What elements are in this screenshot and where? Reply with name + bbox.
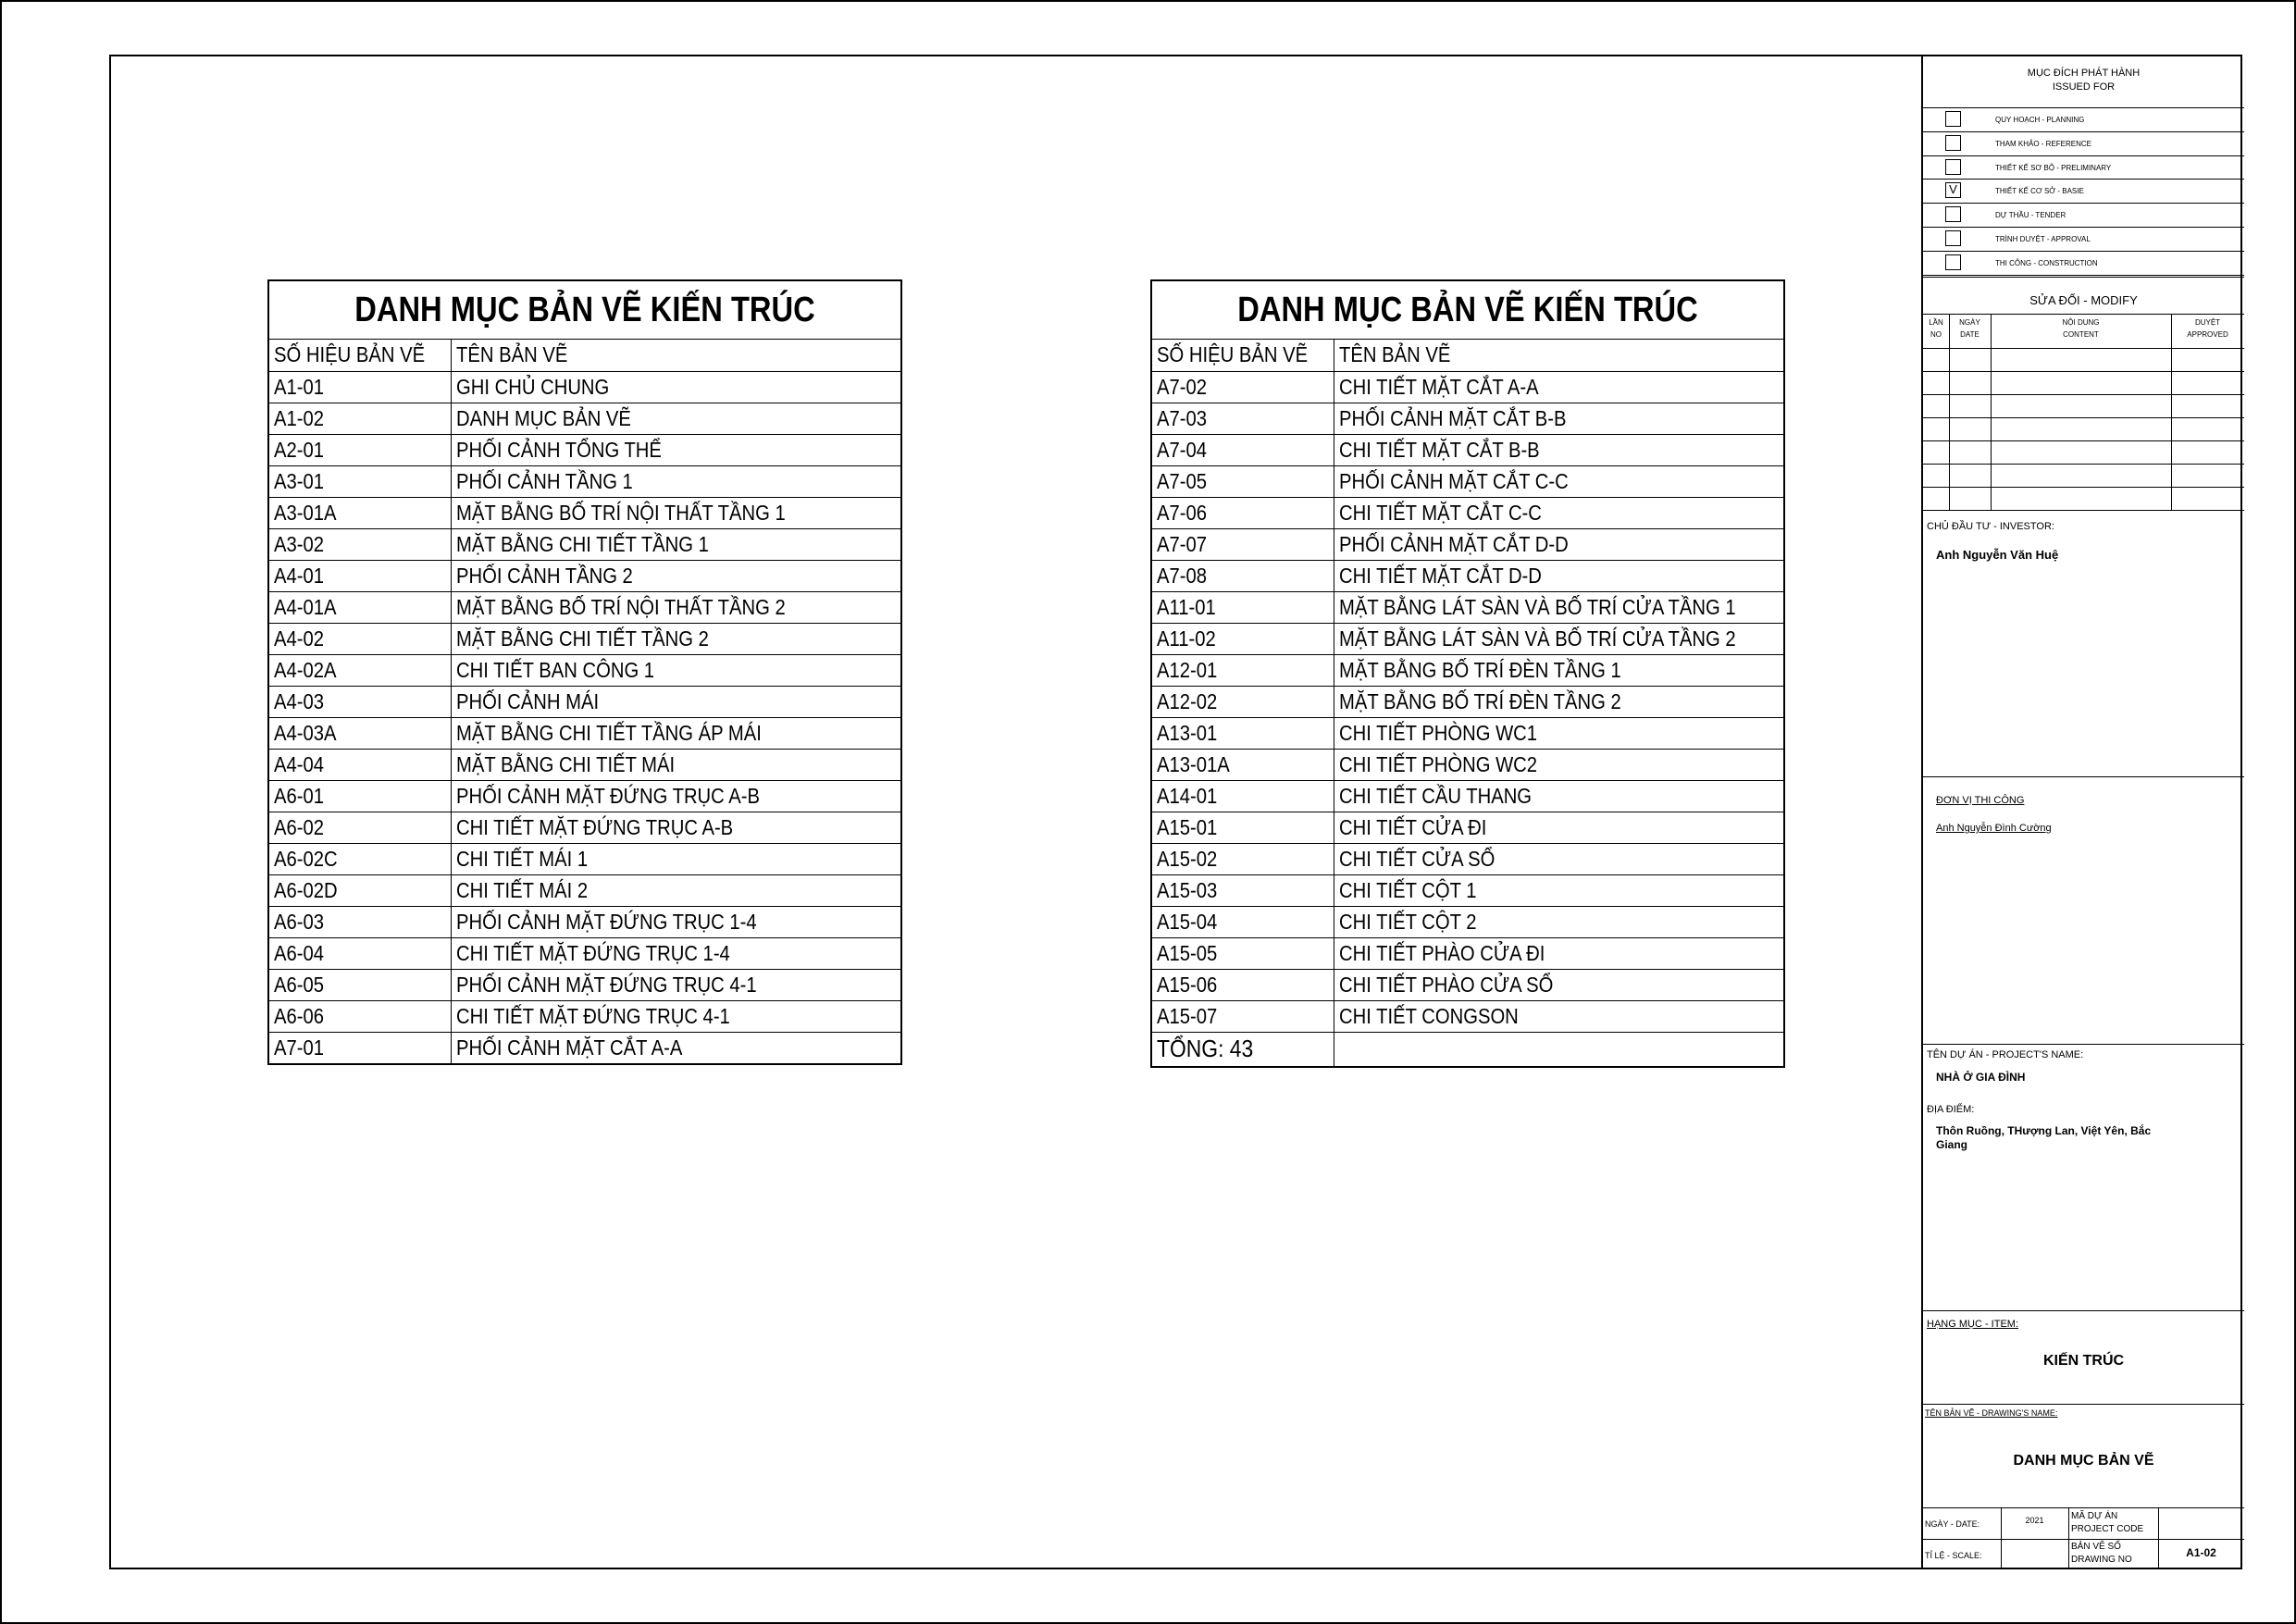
drawing-number: A15-01 <box>1157 814 1218 839</box>
drawing-number: A3-01A <box>274 500 337 525</box>
table-row <box>1152 686 1783 717</box>
drawing-name: MẶT BẰNG CHI TIẾT TẦNG 2 <box>455 626 709 651</box>
table-row <box>1152 371 1783 403</box>
drawing-name: PHỐI CẢNH MẶT ĐỨNG TRỤC A-B <box>455 783 760 808</box>
table-row <box>1152 403 1783 434</box>
project-label: TÊN DỰ ÁN - PROJECT'S NAME: <box>1927 1049 2084 1060</box>
drawing-number: A6-01 <box>274 783 325 808</box>
drawing-name: CHI TIẾT CỬA ĐI <box>1338 814 1486 839</box>
modify-title: SỬA ĐỔI - MODIFY <box>2029 293 2138 307</box>
purpose-label: QUY HOẠCH - PLANNING <box>1995 116 2085 124</box>
table-row <box>1152 874 1783 906</box>
table-row <box>269 465 900 497</box>
drawing-name: CHI TIẾT MẶT CẮT B-B <box>1338 437 1540 462</box>
drawing-number: A7-06 <box>1157 500 1208 525</box>
drawing-number: A6-05 <box>274 972 325 997</box>
total-count: TỔNG: 43 <box>1157 1035 1254 1063</box>
project-name: NHÀ Ở GIA ĐÌNH <box>1936 1071 2026 1084</box>
drawing-name: MẶT BẰNG BỐ TRÍ NỘI THẤT TẦNG 2 <box>455 594 786 619</box>
drawing-number: A15-06 <box>1157 972 1218 997</box>
drawing-number: A11-01 <box>1157 594 1216 619</box>
drawing-name: PHỐI CẢNH MẶT CẮT C-C <box>1338 468 1569 493</box>
drawing-number: A4-01A <box>274 594 337 619</box>
table-row <box>269 874 900 906</box>
location-line-2: Giang <box>1936 1138 1968 1151</box>
purpose-checkbox[interactable] <box>1945 254 1961 270</box>
header-drawing-number: SỐ HIỆU BẢN VẼ <box>1157 342 1309 367</box>
purpose-checkbox[interactable] <box>1945 206 1961 222</box>
table-row <box>269 560 900 591</box>
drawing-list-left <box>267 279 902 1065</box>
drawing-name-value: DANH MỤC BẢN VẼ <box>2013 1453 2154 1469</box>
drawing-number: A7-05 <box>1157 468 1208 493</box>
table-row <box>1152 465 1783 497</box>
purpose-label: THI CÔNG - CONSTRUCTION <box>1995 258 2098 267</box>
drawing-list-table <box>269 340 900 1063</box>
drawing-name: CHI TIẾT MÁI 2 <box>455 877 588 902</box>
purpose-divider <box>1923 179 2244 180</box>
drawing-name: CHI TIẾT PHÀO CỬA SỔ <box>1338 972 1553 997</box>
drawing-no-label: BẢN VẼ SỐ <box>2071 1542 2121 1552</box>
purpose-checkbox[interactable] <box>1945 159 1961 175</box>
drawing-number: A12-02 <box>1157 688 1218 713</box>
drawing-number: A15-07 <box>1157 1003 1218 1028</box>
col-approved-en: APPROVED <box>2187 330 2228 339</box>
title-block <box>1921 55 2242 1569</box>
drawing-number: A6-02C <box>274 846 338 871</box>
table-row <box>269 497 900 528</box>
drawing-number: A7-02 <box>1157 374 1208 399</box>
drawing-number: A13-01 <box>1157 720 1218 745</box>
drawing-number: A6-03 <box>274 909 325 934</box>
drawing-number: A14-01 <box>1157 783 1218 808</box>
col-content: NỘI DUNG <box>2062 318 2100 327</box>
drawing-name: CHI TIẾT MẶT ĐỨNG TRỤC A-B <box>455 814 733 839</box>
table-row <box>269 843 900 874</box>
purpose-divider <box>1923 227 2244 228</box>
drawing-number: A7-01 <box>274 1035 325 1060</box>
drawing-number: A4-04 <box>274 751 325 776</box>
table-row <box>269 403 900 434</box>
table-row <box>1152 497 1783 528</box>
drawing-name: CHI TIẾT BAN CÔNG 1 <box>455 657 654 682</box>
table-row <box>269 654 900 686</box>
scale-label: TỈ LỆ - SCALE: <box>1925 1551 1982 1560</box>
drawing-number: A6-06 <box>274 1003 325 1028</box>
modify-table <box>1923 314 2244 511</box>
total-row <box>1152 1032 1783 1066</box>
drawing-name: MẶT BẰNG BỐ TRÍ ĐÈN TẦNG 1 <box>1338 657 1621 682</box>
list-title: DANH MỤC BẢN VẼ KIẾN TRÚC <box>1237 290 1698 329</box>
drawing-number: A4-02 <box>274 626 325 651</box>
header-drawing-name: TÊN BẢN VẼ <box>455 342 567 367</box>
table-row <box>1152 906 1783 937</box>
drawing-name: PHỐI CẢNH TẦNG 1 <box>455 468 633 493</box>
table-row <box>269 371 900 403</box>
drawing-number: A13-01A <box>1157 751 1230 776</box>
drawing-name: CHI TIẾT CONGSON <box>1338 1003 1519 1028</box>
purpose-divider <box>1923 275 2244 276</box>
purpose-divider <box>1923 131 2244 132</box>
drawing-number: A4-02A <box>274 657 337 682</box>
drawing-name: CHI TIẾT CỘT 2 <box>1338 909 1476 934</box>
issued-for-title-vn: MỤC ĐÍCH PHÁT HÀNH <box>2027 68 2141 79</box>
drawing-name: CHI TIẾT MẶT CẮT C-C <box>1338 500 1542 525</box>
list-title: DANH MỤC BẢN VẼ KIẾN TRÚC <box>354 290 815 329</box>
contractor-label: ĐƠN VỊ THI CÔNG <box>1936 795 2025 806</box>
drawing-number: A3-01 <box>274 468 325 493</box>
drawing-name: CHI TIẾT MÁI 1 <box>455 846 588 871</box>
drawing-name: PHỐI CẢNH MẶT CẮT B-B <box>1338 405 1567 430</box>
drawing-number: A6-02 <box>274 814 325 839</box>
table-row <box>1152 1000 1783 1032</box>
table-row <box>1152 812 1783 843</box>
table-row <box>269 780 900 812</box>
purpose-checkbox[interactable] <box>1945 135 1961 151</box>
drawing-number: A4-03 <box>274 688 325 713</box>
table-row <box>1152 937 1783 969</box>
table-row <box>1152 591 1783 623</box>
table-row <box>269 717 900 749</box>
table-row <box>269 937 900 969</box>
drawing-number: A12-01 <box>1157 657 1218 682</box>
drawing-name: MẶT BẰNG BỐ TRÍ NỘI THẤT TẦNG 1 <box>455 500 786 525</box>
drawing-number: A4-01 <box>274 563 325 588</box>
header-drawing-number: SỐ HIỆU BẢN VẼ <box>274 342 426 367</box>
table-row <box>1152 717 1783 749</box>
drawing-number: A3-02 <box>274 531 325 556</box>
drawing-name: CHI TIẾT PHÒNG WC2 <box>1338 751 1537 776</box>
table-row <box>269 812 900 843</box>
location-line-1: Thôn Ruồng, THượng Lan, Việt Yên, Bắc <box>1936 1124 2152 1137</box>
drawing-name: PHỐI CẢNH TỔNG THỂ <box>455 437 662 462</box>
purpose-label: THIẾT KẾ SƠ BỘ - PRELIMINARY <box>1995 163 2112 172</box>
drawing-number: A7-04 <box>1157 437 1208 462</box>
drawing-name: CHI TIẾT MẶT ĐỨNG TRỤC 1-4 <box>455 940 730 965</box>
drawing-number: A6-04 <box>274 940 325 965</box>
drawing-number: A6-02D <box>274 877 338 902</box>
table-row <box>1152 654 1783 686</box>
item-label: HẠNG MỤC - ITEM: <box>1927 1319 2018 1330</box>
item-value: KIẾN TRÚC <box>2042 1353 2125 1369</box>
drawing-number: A1-02 <box>274 405 325 430</box>
contractor-name: Anh Nguyễn Đình Cường <box>1936 823 2052 834</box>
purpose-checkbox[interactable] <box>1945 111 1961 127</box>
table-row <box>1152 560 1783 591</box>
drawing-name: PHỐI CẢNH MẶT ĐỨNG TRỤC 4-1 <box>455 972 757 997</box>
table-row <box>1152 780 1783 812</box>
drawing-number: A15-04 <box>1157 909 1218 934</box>
drawing-name: PHỐI CẢNH MẶT CẮT A-A <box>455 1035 682 1060</box>
drawing-name: MẶT BẰNG LÁT SÀN VÀ BỐ TRÍ CỬA TẦNG 2 <box>1338 626 1736 651</box>
drawing-no-label-en: DRAWING NO <box>2071 1555 2132 1565</box>
project-code-label-en: PROJECT CODE <box>2071 1524 2144 1534</box>
col-content-en: CONTENT <box>2063 330 2099 339</box>
table-row <box>1152 749 1783 780</box>
drawing-list-right <box>1150 279 1785 1068</box>
drawing-number: A15-02 <box>1157 846 1218 871</box>
drawing-name: CHI TIẾT MẶT CẮT D-D <box>1338 563 1542 588</box>
col-date: NGÀY <box>1959 318 1980 327</box>
table-row <box>1152 528 1783 560</box>
drawing-name: CHI TIẾT CỬA SỔ <box>1338 846 1495 871</box>
drawing-name: DANH MỤC BẢN VẼ <box>455 405 631 430</box>
table-row <box>1152 434 1783 465</box>
table-row <box>269 434 900 465</box>
col-lan-en: NO <box>1930 330 1942 339</box>
drawing-name: CHI TIẾT CẦU THANG <box>1338 783 1532 808</box>
drawing-list-table <box>1152 340 1783 1066</box>
table-row <box>1152 623 1783 654</box>
drawing-name: PHỐI CẢNH MÁI <box>455 688 599 713</box>
table-row <box>269 1000 900 1032</box>
drawing-name: CHI TIẾT CỘT 1 <box>1338 877 1476 902</box>
investor-label: CHỦ ĐẦU TƯ - INVESTOR: <box>1927 521 2054 532</box>
drawing-name: MẶT BẰNG CHI TIẾT TẦNG 1 <box>455 531 709 556</box>
drawing-name: PHỐI CẢNH MẶT ĐỨNG TRỤC 1-4 <box>455 909 757 934</box>
table-row <box>269 528 900 560</box>
table-row <box>269 623 900 654</box>
table-row <box>269 591 900 623</box>
drawing-number: A2-01 <box>274 437 325 462</box>
purpose-divider <box>1923 155 2244 156</box>
drawing-number: A7-03 <box>1157 405 1208 430</box>
table-header <box>269 340 900 371</box>
drawing-number: A1-01 <box>274 374 325 399</box>
purpose-checkbox[interactable]: V <box>1945 182 1961 198</box>
purpose-label: THAM KHẢO - REFERENCE <box>1995 139 2092 148</box>
drawing-name: MẶT BẰNG CHI TIẾT MÁI <box>455 751 675 776</box>
investor-name: Anh Nguyễn Văn Huệ <box>1936 548 2059 562</box>
drawing-number: A11-02 <box>1157 626 1216 651</box>
drawing-name: CHI TIẾT MẶT ĐỨNG TRỤC 4-1 <box>455 1003 730 1028</box>
purpose-checkbox[interactable] <box>1945 230 1961 246</box>
drawing-name: CHI TIẾT PHÒNG WC1 <box>1338 720 1537 745</box>
drawing-no-value: A1-02 <box>2186 1546 2216 1559</box>
purpose-divider <box>1923 251 2244 252</box>
drawing-number: A4-03A <box>274 720 337 745</box>
table-row <box>269 906 900 937</box>
drawing-number: A15-03 <box>1157 877 1218 902</box>
drawing-name: MẶT BẰNG BỐ TRÍ ĐÈN TẦNG 2 <box>1338 688 1621 713</box>
drawing-number: A7-07 <box>1157 531 1208 556</box>
purpose-divider <box>1923 203 2244 204</box>
location-label: ĐỊA ĐIỂM: <box>1927 1104 1975 1115</box>
drawing-name: CHI TIẾT PHÀO CỬA ĐI <box>1338 940 1545 965</box>
drawing-name: CHI TIẾT MẶT CẮT A-A <box>1338 374 1539 399</box>
drawing-name: PHỐI CẢNH MẶT CẮT D-D <box>1338 531 1569 556</box>
col-date-en: DATE <box>1960 330 1980 339</box>
drawing-number: A7-08 <box>1157 563 1208 588</box>
date-value: 2021 <box>2025 1516 2044 1525</box>
purpose-label: TRÌNH DUYỆT - APPROVAL <box>1995 235 2091 243</box>
issued-for-title-en: ISSUED FOR <box>2052 81 2116 93</box>
header-drawing-name: TÊN BẢN VẼ <box>1338 342 1450 367</box>
drawing-name: MẶT BẰNG CHI TIẾT TẦNG ÁP MÁI <box>455 720 762 745</box>
table-row <box>269 1032 900 1063</box>
table-row <box>1152 969 1783 1000</box>
project-code-label: MÃ DỰ ÁN <box>2071 1511 2118 1521</box>
purpose-label: THIẾT KẾ CƠ SỞ - BASIE <box>1995 187 2084 196</box>
col-approved: DUYỆT <box>2194 318 2221 327</box>
drawing-name-label: TÊN BẢN VẼ - DRAWING'S NAME: <box>1925 1408 2058 1418</box>
drawing-number: A15-05 <box>1157 940 1218 965</box>
table-header <box>1152 340 1783 371</box>
table-row <box>269 969 900 1000</box>
date-label: NGÀY - DATE: <box>1925 1519 1980 1529</box>
col-lan: LẦN <box>1929 318 1943 327</box>
table-row <box>1152 843 1783 874</box>
drawing-name: GHI CHỦ CHUNG <box>455 374 609 399</box>
purpose-label: DỰ THẦU - TENDER <box>1995 211 2066 220</box>
table-row <box>269 686 900 717</box>
drawing-name: MẶT BẰNG LÁT SÀN VÀ BỐ TRÍ CỬA TẦNG 1 <box>1338 594 1736 619</box>
drawing-name: PHỐI CẢNH TẦNG 2 <box>455 563 633 588</box>
table-row <box>269 749 900 780</box>
